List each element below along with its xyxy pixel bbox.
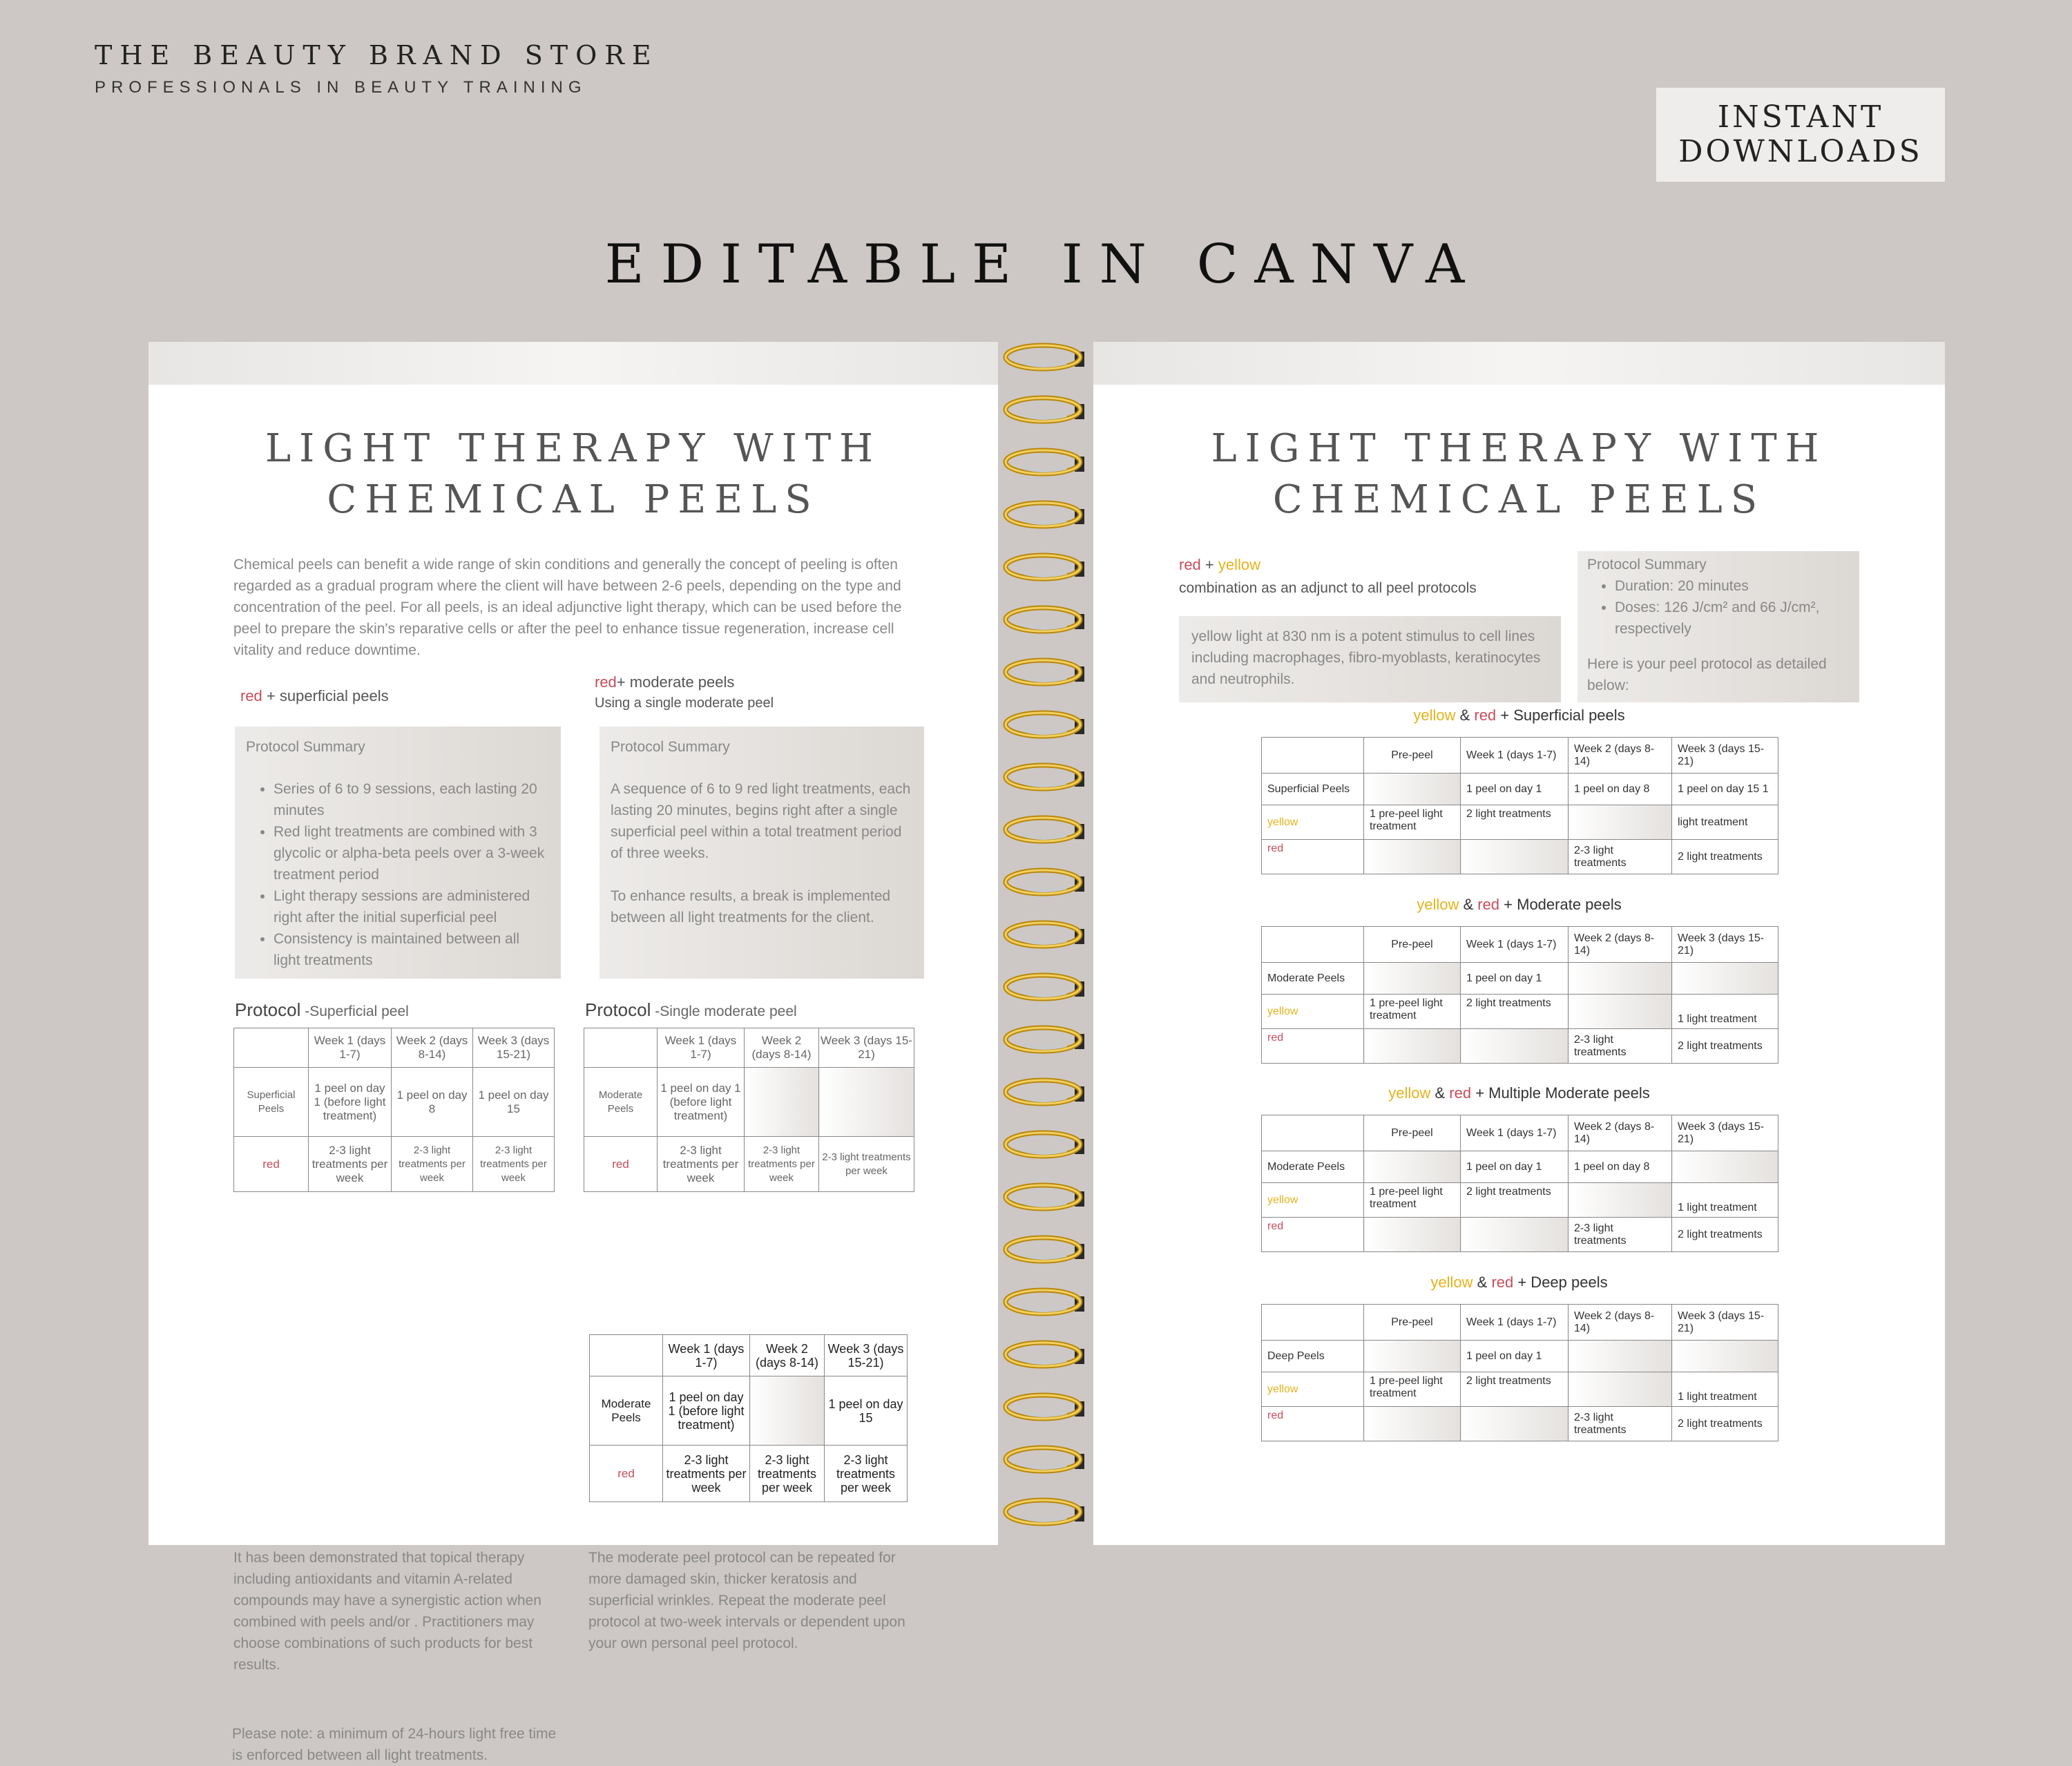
table-cell: 2-3 light treatments bbox=[1569, 1407, 1672, 1441]
table-cell bbox=[234, 1028, 309, 1068]
table-title bbox=[1093, 1274, 1945, 1292]
table-cell-empty bbox=[819, 1068, 914, 1137]
title-rest: + Deep peels bbox=[1513, 1274, 1608, 1291]
table-row bbox=[1262, 1183, 1778, 1218]
table-cell: 1 pre-peel light treatment bbox=[1364, 995, 1461, 1029]
table-cell: 2-3 light treatments bbox=[1569, 840, 1672, 874]
table-cell: 1 pre-peel light treatment bbox=[1364, 1372, 1461, 1407]
table-cell: 2-3 light treatments per week bbox=[663, 1446, 750, 1502]
spiral-ring-icon bbox=[1003, 709, 1086, 737]
row-label: red bbox=[1262, 1407, 1364, 1441]
table-cell-empty bbox=[1569, 963, 1672, 995]
yellow-word: yellow bbox=[1417, 896, 1459, 913]
protocol-table-moderate bbox=[584, 1028, 914, 1192]
table-cell: 2 light treatments bbox=[1672, 1407, 1778, 1441]
spiral-ring-icon bbox=[1003, 762, 1086, 789]
badge-line1: INSTANT bbox=[1717, 99, 1884, 135]
table-cell bbox=[1262, 1115, 1364, 1151]
table-row bbox=[234, 1068, 555, 1137]
table-row bbox=[234, 1137, 555, 1192]
summary-box-1 bbox=[235, 727, 561, 979]
spiral-ring-icon bbox=[1003, 552, 1086, 579]
table-title bbox=[1093, 1084, 1945, 1102]
protocol-sub: -Single moderate peel bbox=[651, 1004, 797, 1019]
spiral-ring-icon bbox=[1003, 1182, 1086, 1209]
table-row bbox=[1262, 1029, 1778, 1064]
table-header: Week 1 (days 1-7) bbox=[1461, 1305, 1569, 1341]
table-cell-empty bbox=[1569, 995, 1672, 1029]
spiral-ring-icon bbox=[1003, 1129, 1086, 1157]
row-label: yellow bbox=[1262, 1372, 1364, 1407]
table-header: Week 2 (days 8-14) bbox=[745, 1028, 819, 1068]
table-row bbox=[584, 1137, 914, 1192]
amp: & bbox=[1455, 707, 1475, 724]
table-title bbox=[1093, 707, 1945, 724]
intro-paragraph: Chemical peels can benefit a wide range of skin conditions and generally the concept of peeling is often regarded as a gradual program where the client will have between 2-6 peels, depending on the type and concentration of the peel. For all peels, is an ideal adjunctive light therapy, which can be used before the peel to prepare the skin's reparative cells or after the peel to enhance tissue regeneration, increase cell vitality and reduce downtime. bbox=[233, 557, 902, 658]
instant-downloads-badge bbox=[1656, 88, 1945, 182]
summary-heading: Protocol Summary bbox=[1587, 557, 1707, 573]
page-title bbox=[1093, 423, 1945, 526]
table-cell: 1 peel on day 1 bbox=[1461, 1341, 1569, 1372]
spiral-ring-icon bbox=[1003, 1444, 1086, 1472]
summary-box-2 bbox=[599, 727, 924, 979]
table-cell: 1 peel on day 8 bbox=[1569, 774, 1672, 805]
left-page bbox=[148, 342, 998, 1763]
row-label: Moderate Peels bbox=[1262, 1151, 1364, 1183]
table-cell bbox=[1262, 1305, 1364, 1341]
table-cell: 1 peel on day 1 bbox=[1461, 774, 1569, 805]
table-cell-empty bbox=[1461, 1407, 1569, 1441]
table-cell: 2-3 light treatments per week bbox=[750, 1446, 825, 1502]
row-label: red bbox=[1262, 1029, 1364, 1064]
table-row bbox=[590, 1376, 908, 1446]
table-title bbox=[1093, 896, 1945, 914]
table-cell-empty bbox=[750, 1376, 825, 1446]
title-line1: LIGHT THERAPY WITH bbox=[1211, 426, 1828, 471]
table-header: Week 2 (days 8-14) bbox=[750, 1335, 825, 1376]
page-header-band bbox=[1093, 342, 1945, 385]
table-cell: 2-3 light treatments per week bbox=[309, 1137, 392, 1192]
summary-heading: Protocol Summary bbox=[611, 739, 730, 755]
table-cell: 2-3 light treatments per week bbox=[473, 1137, 555, 1192]
page-header-band bbox=[148, 342, 998, 385]
table-cell: 1 peel on day 8 bbox=[1569, 1151, 1672, 1183]
note-paragraph: Please note: a minimum of 24-hours light free time is enforced between all light treatments. bbox=[232, 1726, 557, 1763]
table-cell-empty bbox=[1569, 1183, 1672, 1218]
badge-line2: DOWNLOADS bbox=[1678, 134, 1923, 169]
combo-description: combination as an adjunct to all peel protocols bbox=[1179, 580, 1477, 596]
row-label: yellow bbox=[1262, 1183, 1364, 1218]
table-header: Week 2 (days 8-14) bbox=[1569, 1305, 1672, 1341]
protocol2-title bbox=[585, 999, 797, 1021]
label-rest: + moderate peels bbox=[616, 673, 735, 691]
row-label: red bbox=[234, 1137, 309, 1192]
peel-protocol-table bbox=[1261, 737, 1778, 874]
table-header: Week 3 (days 15-21) bbox=[473, 1028, 555, 1068]
col2-label bbox=[595, 673, 734, 691]
yellow-word: yellow bbox=[1218, 556, 1261, 573]
row-label: red bbox=[1262, 1218, 1364, 1252]
table-header: Week 3 (days 15-21) bbox=[1672, 738, 1778, 774]
spiral-ring-icon bbox=[1003, 1287, 1086, 1314]
yellow-word: yellow bbox=[1413, 707, 1456, 724]
row-label: red bbox=[584, 1137, 658, 1192]
protocol-sub: -Superficial peel bbox=[300, 1004, 409, 1019]
table-row bbox=[1262, 1372, 1778, 1407]
table-header: Week 2 (days 8-14) bbox=[1569, 738, 1672, 774]
table-header: Pre-peel bbox=[1364, 1305, 1461, 1341]
table-cell: 1 light treatment bbox=[1672, 1183, 1778, 1218]
table-cell-empty bbox=[1461, 1218, 1569, 1252]
table-cell: 1 light treatment bbox=[1672, 1372, 1778, 1407]
table-row bbox=[584, 1068, 914, 1137]
spiral-ring-icon bbox=[1003, 814, 1086, 842]
amp: & bbox=[1430, 1084, 1450, 1102]
spiral-ring-icon bbox=[1003, 1392, 1086, 1419]
amp: & bbox=[1473, 1274, 1492, 1291]
red-word: red bbox=[1477, 896, 1500, 913]
summary-list bbox=[1587, 575, 1850, 640]
spiral-ring-icon bbox=[1003, 447, 1086, 474]
table-header: Week 1 (days 1-7) bbox=[1461, 738, 1569, 774]
table-cell: 2-3 light treatments bbox=[1569, 1029, 1672, 1064]
col1-label bbox=[240, 687, 389, 705]
protocol-word: Protocol bbox=[585, 999, 651, 1020]
table-cell: 1 peel on day 15 bbox=[473, 1068, 555, 1137]
table-cell-empty bbox=[745, 1068, 819, 1137]
table-row bbox=[1262, 774, 1778, 805]
table-row bbox=[1262, 1341, 1778, 1372]
table-cell-empty bbox=[1569, 1372, 1672, 1407]
table-header: Pre-peel bbox=[1364, 927, 1461, 963]
plus: + bbox=[1200, 556, 1218, 573]
table-cell: 1 peel on day 1 (before light treatment) bbox=[663, 1376, 750, 1446]
table-header: Week 1 (days 1-7) bbox=[663, 1335, 750, 1376]
summary-item: • Red light treatments are combined with 3 glycolic or alpha-beta peels over a 3-week treatment period bbox=[274, 821, 550, 885]
table-cell: 2-3 light treatments per week bbox=[825, 1446, 908, 1502]
table-cell: 1 peel on day 1 (before light treatment) bbox=[658, 1068, 745, 1137]
title-rest: + Superficial peels bbox=[1496, 707, 1625, 724]
right-page bbox=[1093, 342, 1945, 1545]
topical-paragraph: It has been demonstrated that topical therapy including antioxidants and vitamin A-related compounds may have a synergistic action when combined with peels and/or . Practitioners may choose combinations of such products for best results. bbox=[233, 1550, 541, 1673]
table-cell: 1 peel on day 15 1 bbox=[1672, 774, 1778, 805]
table-cell: 1 peel on day 8 bbox=[392, 1068, 473, 1137]
table-cell: light treatment bbox=[1672, 805, 1778, 840]
table-cell: 2 light treatments bbox=[1461, 805, 1569, 840]
spiral-ring-icon bbox=[1003, 919, 1086, 947]
table-cell-empty bbox=[1364, 963, 1461, 995]
protocol-summary-box bbox=[1577, 551, 1859, 702]
summary-item: • Series of 6 to 9 sessions, each lasting 20 minutes bbox=[274, 778, 550, 821]
title-line2: CHEMICAL PEELS bbox=[1272, 477, 1766, 522]
table-header: Week 3 (days 15-21) bbox=[1672, 1115, 1778, 1151]
spiral-ring-icon bbox=[1003, 1497, 1086, 1524]
spiral-ring-icon bbox=[1003, 1077, 1086, 1104]
table-cell-empty bbox=[1672, 1151, 1778, 1183]
page-title bbox=[148, 423, 998, 526]
protocol1-title bbox=[235, 999, 409, 1021]
summary-foot: Here is your peel protocol as detailed below: bbox=[1587, 656, 1827, 693]
row-label: Deep Peels bbox=[1262, 1341, 1364, 1372]
yellow-light-box: yellow light at 830 nm is a potent stimulus to cell lines including macrophages, fibro-myoblasts, keratinocytes and neutrophils. bbox=[1179, 616, 1561, 702]
label-rest: + superficial peels bbox=[262, 687, 389, 704]
table-cell: 1 peel on day 1 (before light treatment) bbox=[309, 1068, 392, 1137]
table-cell-empty bbox=[1364, 1407, 1461, 1441]
table-row bbox=[1262, 1218, 1778, 1252]
table-cell-empty bbox=[1569, 1341, 1672, 1372]
spiral-ring-icon bbox=[1003, 342, 1086, 369]
red-word: red bbox=[1449, 1084, 1472, 1102]
table-header: Week 1 (days 1-7) bbox=[1461, 927, 1569, 963]
peel-protocol-table bbox=[1261, 1115, 1778, 1252]
title-line2: CHEMICAL PEELS bbox=[327, 477, 820, 522]
table-header: Week 1 (days 1-7) bbox=[658, 1028, 745, 1068]
repeat-paragraph: The moderate peel protocol can be repeated for more damaged skin, thicker keratosis and superficial wrinkles. Repeat the moderate peel protocol at two-week intervals or dependent upon your own personal peel protocol. bbox=[588, 1550, 905, 1651]
table-cell-empty bbox=[1364, 1218, 1461, 1252]
table-row bbox=[234, 1028, 555, 1068]
table-header: Week 2 (days 8-14) bbox=[1569, 927, 1672, 963]
table-cell bbox=[1262, 738, 1364, 774]
spiral-ring-icon bbox=[1003, 972, 1086, 999]
table-cell: 2 light treatments bbox=[1672, 1029, 1778, 1064]
table-header: Week 3 (days 15-21) bbox=[825, 1335, 908, 1376]
red-word: red bbox=[240, 687, 262, 704]
spiral-ring-icon bbox=[1003, 1339, 1086, 1367]
spiral-ring-icon bbox=[1003, 657, 1086, 684]
row-label: red bbox=[1262, 840, 1364, 874]
summary-heading: Protocol Summary bbox=[246, 739, 365, 755]
spiral-ring-icon bbox=[1003, 499, 1086, 527]
row-label: yellow bbox=[1262, 995, 1364, 1029]
summary-item: • Consistency is maintained between all light treatments bbox=[274, 928, 550, 971]
table-row bbox=[1262, 995, 1778, 1029]
table-cell: 2-3 light treatments per week bbox=[745, 1137, 819, 1192]
table-row bbox=[1262, 1115, 1778, 1151]
table-header: Pre-peel bbox=[1364, 738, 1461, 774]
table-cell: 2 light treatments bbox=[1461, 1372, 1569, 1407]
protocol-word: Protocol bbox=[235, 999, 301, 1020]
table-cell: 1 light treatment bbox=[1672, 995, 1778, 1029]
title-rest: + Multiple Moderate peels bbox=[1471, 1084, 1650, 1102]
red-word: red bbox=[1491, 1274, 1514, 1291]
table-header: Week 2 (days 8-14) bbox=[392, 1028, 473, 1068]
table-row bbox=[1262, 1407, 1778, 1441]
table-cell: 2-3 light treatments per week bbox=[658, 1137, 745, 1192]
summary-item: • Duration: 20 minutes bbox=[1615, 575, 1850, 597]
protocol-table-superficial bbox=[233, 1028, 555, 1192]
table-row bbox=[590, 1446, 908, 1502]
table-cell-empty bbox=[1364, 774, 1461, 805]
title-rest: + Moderate peels bbox=[1499, 896, 1622, 913]
summary-item: • Doses: 126 J/cm² and 66 J/cm², respectively bbox=[1615, 597, 1850, 640]
yellow-word: yellow bbox=[1388, 1084, 1431, 1102]
table-cell: 1 pre-peel light treatment bbox=[1364, 1183, 1461, 1218]
table-row bbox=[584, 1028, 914, 1068]
table-row bbox=[1262, 840, 1778, 874]
table-header: Week 3 (days 15-21) bbox=[819, 1028, 914, 1068]
protocol-table-moderate-repeat bbox=[589, 1334, 908, 1502]
peel-protocol-table bbox=[1261, 926, 1778, 1064]
row-label: yellow bbox=[1262, 805, 1364, 840]
row-label: Superficial Peels bbox=[234, 1068, 309, 1137]
table-cell-empty bbox=[1569, 805, 1672, 840]
red-word: red bbox=[1474, 707, 1497, 724]
table-cell: 1 peel on day 1 bbox=[1461, 1151, 1569, 1183]
table-cell-empty bbox=[1672, 963, 1778, 995]
spiral-ring-icon bbox=[1003, 1024, 1086, 1052]
summary-paragraph: To enhance results, a break is implemented between all light treatments for the client. bbox=[611, 888, 891, 925]
table-header: Week 3 (days 15-21) bbox=[1672, 1305, 1778, 1341]
table-header: Week 1 (days 1-7) bbox=[309, 1028, 392, 1068]
summary-item: • Light therapy sessions are administered right after the initial superficial peel bbox=[274, 885, 550, 928]
row-label: Moderate Peels bbox=[584, 1068, 658, 1137]
table-header: Week 1 (days 1-7) bbox=[1461, 1115, 1569, 1151]
row-label: Moderate Peels bbox=[590, 1376, 663, 1446]
table-cell: 2-3 light treatments per week bbox=[392, 1137, 473, 1192]
table-cell: 2 light treatments bbox=[1461, 995, 1569, 1029]
spiral-ring-icon bbox=[1003, 394, 1086, 422]
table-cell: 1 peel on day 1 bbox=[1461, 963, 1569, 995]
red-word: red bbox=[1179, 556, 1201, 573]
spiral-binding bbox=[1003, 338, 1093, 1547]
table-cell bbox=[1262, 927, 1364, 963]
headline: EDITABLE IN CANVA bbox=[604, 233, 1481, 296]
spiral-ring-icon bbox=[1003, 1234, 1086, 1262]
table-cell: 1 pre-peel light treatment bbox=[1364, 805, 1461, 840]
table-cell bbox=[584, 1028, 658, 1068]
table-cell: 2 light treatments bbox=[1672, 840, 1778, 874]
table-cell: 2 light treatments bbox=[1672, 1218, 1778, 1252]
title-line1: LIGHT THERAPY WITH bbox=[265, 426, 882, 471]
amp: & bbox=[1459, 896, 1478, 913]
table-cell: 2-3 light treatments per week bbox=[819, 1137, 914, 1192]
table-cell: 1 peel on day 15 bbox=[825, 1376, 908, 1446]
row-label: Moderate Peels bbox=[1262, 963, 1364, 995]
table-cell-empty bbox=[1364, 1341, 1461, 1372]
peel-protocol-table bbox=[1261, 1304, 1778, 1441]
table-row bbox=[590, 1335, 908, 1376]
table-cell: 2-3 light treatments bbox=[1569, 1218, 1672, 1252]
table-row bbox=[1262, 927, 1778, 963]
summary-list bbox=[246, 778, 550, 971]
table-cell-empty bbox=[1461, 1029, 1569, 1064]
table-row bbox=[1262, 738, 1778, 774]
col2-sublabel: Using a single moderate peel bbox=[595, 695, 774, 711]
table-header: Pre-peel bbox=[1364, 1115, 1461, 1151]
table-cell-empty bbox=[1364, 1151, 1461, 1183]
table-cell: 2 light treatments bbox=[1461, 1183, 1569, 1218]
table-row bbox=[1262, 963, 1778, 995]
brand-title: THE BEAUTY BRAND STORE bbox=[95, 40, 659, 70]
yellow-word: yellow bbox=[1430, 1274, 1473, 1291]
summary-paragraph: A sequence of 6 to 9 red light treatments, each lasting 20 minutes, begins right after a single superficial peel within a total treatment period of three weeks. bbox=[611, 781, 911, 861]
table-row bbox=[1262, 805, 1778, 840]
row-label: red bbox=[590, 1446, 663, 1502]
brand-tagline: PROFESSIONALS IN BEAUTY TRAINING bbox=[95, 78, 587, 97]
table-cell-empty bbox=[1364, 1029, 1461, 1064]
table-header: Week 3 (days 15-21) bbox=[1672, 927, 1778, 963]
row-label: Superficial Peels bbox=[1262, 774, 1364, 805]
table-row bbox=[1262, 1305, 1778, 1341]
table-cell bbox=[590, 1335, 663, 1376]
spiral-ring-icon bbox=[1003, 604, 1086, 632]
table-cell-empty bbox=[1364, 840, 1461, 874]
spiral-ring-icon bbox=[1003, 867, 1086, 894]
table-row bbox=[1262, 1151, 1778, 1183]
red-word: red bbox=[595, 673, 617, 691]
table-cell-empty bbox=[1461, 840, 1569, 874]
combo-heading bbox=[1179, 556, 1260, 574]
table-header: Week 2 (days 8-14) bbox=[1569, 1115, 1672, 1151]
table-cell-empty bbox=[1672, 1341, 1778, 1372]
